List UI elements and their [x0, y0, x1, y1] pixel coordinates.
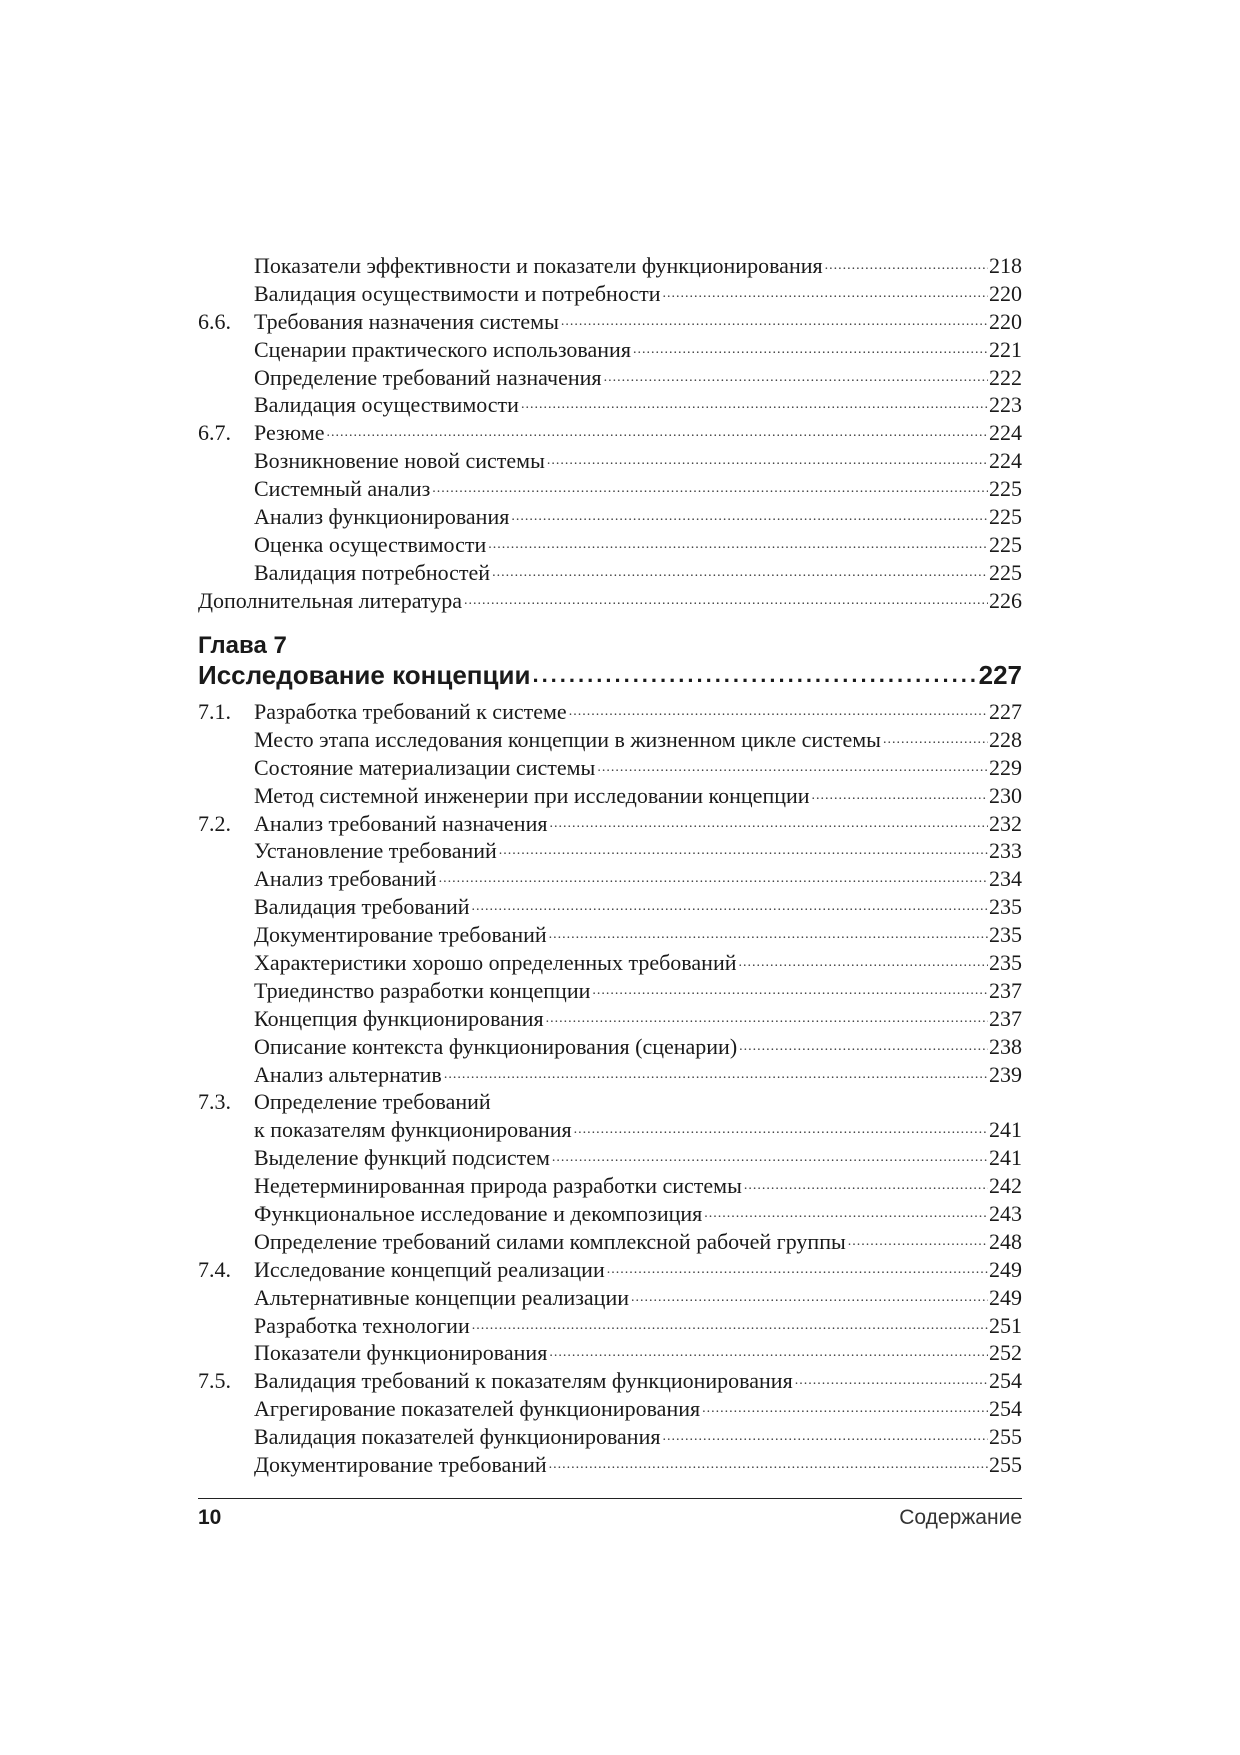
dot-leader	[499, 837, 988, 865]
toc-entry[interactable]	[198, 364, 1022, 392]
entry-title: Сценарии практического использования	[254, 336, 631, 362]
entry-page: 230	[989, 782, 1022, 808]
footer-rule	[198, 1498, 1022, 1499]
toc-entry[interactable]	[198, 503, 1022, 531]
dot-leader	[739, 949, 989, 977]
dot-leader	[704, 1200, 988, 1228]
toc-entry[interactable]	[198, 336, 1022, 364]
toc-entry[interactable]	[198, 391, 1022, 419]
entry-page: 235	[989, 894, 1022, 920]
entry-page: 225	[989, 476, 1022, 502]
entry-page: 222	[989, 364, 1022, 390]
toc-entry-continuation[interactable]	[198, 1116, 1022, 1144]
entry-page: 221	[989, 336, 1022, 362]
entry-title: Триединство разработки концепции	[254, 977, 591, 1003]
entry-page: 218	[989, 253, 1022, 278]
toc-entry[interactable]	[198, 447, 1022, 475]
entry-title: Место этапа исследования концепции в жизненном цикле системы	[254, 726, 881, 752]
section-number: 6.6.	[198, 308, 231, 334]
toc-section-chapter-6	[198, 252, 1022, 615]
toc-entry[interactable]	[198, 475, 1022, 503]
entry-title: Определение требований	[254, 1089, 491, 1115]
section-number: 7.3.	[198, 1089, 231, 1115]
entry-title: Состояние материализации системы	[254, 754, 596, 780]
entry-page: 238	[989, 1033, 1022, 1059]
dot-leader	[663, 280, 988, 308]
entry-page: 229	[989, 754, 1022, 780]
dot-leader	[444, 1061, 988, 1089]
toc-entry[interactable]	[198, 1005, 1022, 1033]
entry-page: 254	[989, 1368, 1022, 1394]
entry-title: Определение требований назначения	[254, 364, 602, 390]
section-number: 7.2.	[198, 810, 231, 836]
dot-leader	[883, 726, 988, 754]
toc-entry[interactable]	[198, 587, 1022, 615]
dot-leader	[472, 1312, 988, 1340]
dot-leader	[561, 308, 988, 336]
dot-leader	[549, 921, 988, 949]
dot-leader	[464, 587, 988, 615]
toc-entry[interactable]	[198, 865, 1022, 893]
dot-leader	[597, 754, 988, 782]
entry-title: Агрегирование показателей функционирования	[254, 1396, 701, 1422]
toc-entry[interactable]	[198, 308, 1022, 336]
toc-entry[interactable]	[198, 921, 1022, 949]
dot-leader	[607, 1256, 988, 1284]
section-number: 6.7.	[198, 420, 231, 446]
entry-title: Дополнительная литература	[198, 587, 462, 613]
entry-page: 228	[989, 726, 1022, 752]
entry-page: 224	[989, 420, 1022, 446]
dot-leader	[532, 660, 977, 691]
entry-page: 226	[989, 587, 1022, 613]
dot-leader	[549, 1339, 988, 1367]
dot-leader	[439, 865, 988, 893]
section-number: 7.1.	[198, 699, 231, 724]
dot-leader	[569, 698, 988, 726]
dot-leader	[552, 1144, 988, 1172]
dot-leader	[549, 810, 988, 838]
entry-title: Требования назначения системы	[254, 308, 559, 334]
entry-page: 237	[989, 1005, 1022, 1031]
entry-page: 252	[989, 1340, 1022, 1366]
entry-page: 249	[989, 1256, 1022, 1282]
toc-entry[interactable]	[198, 252, 1022, 280]
toc-entry[interactable]	[198, 559, 1022, 587]
entry-page: 233	[989, 838, 1022, 864]
section-number: 7.5.	[198, 1368, 231, 1394]
entry-page: 251	[989, 1312, 1022, 1338]
toc-entry[interactable]	[198, 280, 1022, 308]
entry-page: 249	[989, 1284, 1022, 1310]
entry-page: 242	[989, 1173, 1022, 1199]
entry-title: Характеристики хорошо определенных требований	[254, 950, 737, 976]
entry-title: Недетерминированная природа разработки системы	[254, 1173, 742, 1199]
toc-entry[interactable]	[198, 782, 1022, 810]
entry-page: 220	[989, 308, 1022, 334]
entry-title: Выделение функций подсистем	[254, 1145, 550, 1171]
chapter-title-row[interactable]	[198, 660, 1022, 691]
toc-entry[interactable]	[198, 1312, 1022, 1340]
entry-title: Исследование концепций реализации	[254, 1256, 605, 1282]
entry-title-continuation: к показателям функционирования	[254, 1117, 572, 1143]
entry-page: 223	[989, 392, 1022, 418]
toc-entry[interactable]	[198, 1284, 1022, 1312]
toc-entry[interactable]	[198, 1033, 1022, 1061]
dot-leader	[604, 364, 988, 392]
entry-page: 239	[989, 1061, 1022, 1087]
toc-entry[interactable]	[198, 1339, 1022, 1367]
dot-leader	[546, 1005, 988, 1033]
dot-leader	[631, 1284, 988, 1312]
section-number: 7.4.	[198, 1256, 231, 1282]
dot-leader	[848, 1228, 988, 1256]
toc-entry[interactable]	[198, 837, 1022, 865]
dot-leader	[795, 1367, 988, 1395]
entry-page: 227	[989, 699, 1022, 724]
toc-entry[interactable]	[198, 1172, 1022, 1200]
toc-entry[interactable]	[198, 1451, 1022, 1479]
entry-title: Показатели функционирования	[254, 1340, 548, 1366]
dot-leader	[492, 559, 988, 587]
entry-title: Анализ функционирования	[254, 504, 510, 530]
dot-leader	[549, 1451, 988, 1479]
entry-title: Возникновение новой системы	[254, 448, 545, 474]
entry-title: Функциональное исследование и декомпозиция	[254, 1201, 703, 1227]
entry-page: 241	[989, 1117, 1022, 1143]
toc-entry[interactable]	[198, 754, 1022, 782]
dot-leader	[592, 977, 988, 1005]
toc-entry[interactable]	[198, 1256, 1022, 1284]
dot-leader	[739, 1033, 988, 1061]
entry-page: 255	[989, 1452, 1022, 1478]
entry-title: Метод системной инженерии при исследовании концепции	[254, 782, 810, 808]
toc-entry[interactable]	[198, 977, 1022, 1005]
entry-page: 254	[989, 1396, 1022, 1422]
entry-page: 232	[989, 810, 1022, 836]
toc-entry[interactable]	[198, 893, 1022, 921]
entry-page: 255	[989, 1424, 1022, 1450]
entry-title: Валидация требований к показателям функционирования	[254, 1368, 793, 1394]
chapter-title: Исследование концепции	[198, 660, 531, 690]
toc-entry[interactable]	[198, 1395, 1022, 1423]
entry-page: 243	[989, 1201, 1022, 1227]
toc-entry[interactable]	[198, 1423, 1022, 1451]
entry-title: Анализ требований назначения	[254, 810, 548, 836]
entry-page: 224	[989, 448, 1022, 474]
entry-title: Анализ требований	[254, 866, 437, 892]
toc-entry[interactable]	[198, 1088, 1022, 1116]
dot-leader	[472, 893, 988, 921]
dot-leader	[511, 503, 988, 531]
entry-title: Валидация осуществимости	[254, 392, 519, 418]
toc-entry[interactable]	[198, 419, 1022, 447]
toc-entry[interactable]	[198, 949, 1022, 977]
toc-entry[interactable]	[198, 1144, 1022, 1172]
entry-page: 220	[989, 280, 1022, 306]
dot-leader	[432, 475, 988, 503]
toc-entry[interactable]	[198, 1367, 1022, 1395]
entry-title: Валидация показателей функционирования	[254, 1424, 661, 1450]
chapter-page: 227	[978, 660, 1022, 690]
chapter-label: Глава 7	[198, 632, 287, 659]
toc-section-chapter-7	[198, 698, 1022, 1479]
entry-page: 225	[989, 531, 1022, 557]
entry-page: 225	[989, 559, 1022, 585]
dot-leader	[488, 531, 988, 559]
toc-entry[interactable]	[198, 698, 1022, 726]
entry-title: Валидация потребностей	[254, 559, 491, 585]
dot-leader	[633, 336, 988, 364]
entry-page: 237	[989, 977, 1022, 1003]
running-title: Содержание	[899, 1506, 1022, 1529]
entry-title: Оценка осуществимости	[254, 531, 487, 557]
entry-title: Валидация осуществимости и потребности	[254, 280, 661, 306]
dot-leader	[547, 447, 988, 475]
entry-title: Документирование требований	[254, 1452, 547, 1478]
toc-entry[interactable]	[198, 1200, 1022, 1228]
toc-entry[interactable]	[198, 1228, 1022, 1256]
entry-page: 234	[989, 866, 1022, 892]
dot-leader	[327, 419, 988, 447]
dot-leader	[812, 782, 988, 810]
entry-title: Разработка требований к системе	[254, 699, 567, 724]
entry-title: Системный анализ	[254, 476, 431, 502]
entry-title: Резюме	[254, 420, 325, 446]
dot-leader	[574, 1116, 988, 1144]
dot-leader	[521, 391, 988, 419]
dot-leader	[744, 1172, 988, 1200]
page-number: 10	[198, 1506, 222, 1529]
toc-entry[interactable]	[198, 810, 1022, 838]
entry-page: 248	[989, 1228, 1022, 1254]
dot-leader	[702, 1395, 988, 1423]
toc-entry[interactable]	[198, 1061, 1022, 1089]
entry-title: Определение требований силами комплексной рабочей группы	[254, 1228, 846, 1254]
entry-title: Показатели эффективности и показатели функционирования	[254, 253, 823, 278]
entry-title: Валидация требований	[254, 894, 470, 920]
entry-page: 235	[989, 950, 1022, 976]
entry-title: Анализ альтернатив	[254, 1061, 442, 1087]
dot-leader	[662, 1423, 988, 1451]
entry-title: Концепция функционирования	[254, 1005, 544, 1031]
entry-page: 241	[989, 1145, 1022, 1171]
entry-title: Альтернативные концепции реализации	[254, 1284, 629, 1310]
entry-title: Описание контекста функционирования (сценарии)	[254, 1033, 738, 1059]
toc-entry[interactable]	[198, 726, 1022, 754]
entry-title: Документирование требований	[254, 922, 547, 948]
entry-title: Установление требований	[254, 838, 497, 864]
dot-leader	[825, 252, 988, 280]
toc-entry[interactable]	[198, 531, 1022, 559]
entry-page: 225	[989, 504, 1022, 530]
entry-title: Разработка технологии	[254, 1312, 470, 1338]
entry-page: 235	[989, 922, 1022, 948]
